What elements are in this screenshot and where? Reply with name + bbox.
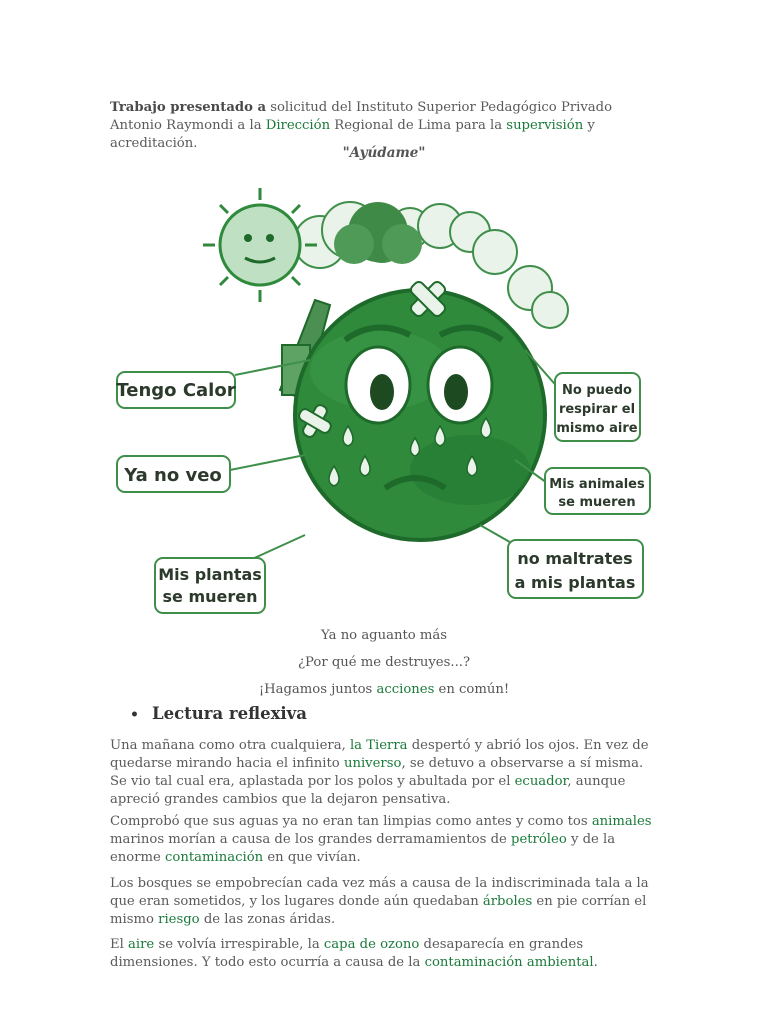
link-direccion[interactable]: Dirección bbox=[265, 118, 331, 133]
paragraph-3 bbox=[110, 875, 660, 929]
link-contaminacion-ambiental[interactable]: contaminación ambiental bbox=[424, 955, 594, 970]
paragraph-1 bbox=[110, 737, 660, 809]
link-aire[interactable]: aire bbox=[128, 937, 155, 952]
paragraph-text: y de la enorme bbox=[110, 832, 616, 865]
bubble-mis-plantas bbox=[155, 558, 265, 613]
svg-text:Mis plantas: Mis plantas bbox=[158, 565, 262, 584]
svg-text:Tengo Calor: Tengo Calor bbox=[116, 380, 236, 401]
svg-text:a mis plantas: a mis plantas bbox=[514, 573, 636, 592]
paragraph-4 bbox=[110, 936, 660, 972]
sun-icon bbox=[203, 188, 317, 302]
section-title: Lectura reflexiva bbox=[152, 704, 307, 723]
poem-text: ¡Hagamos juntos bbox=[258, 682, 377, 697]
paragraph-text: . bbox=[593, 955, 598, 970]
bubble-no-maltrates bbox=[508, 540, 643, 598]
intro-bold: Trabajo presentado a bbox=[110, 100, 267, 115]
paragraph-text: se volvía irrespirable, la bbox=[154, 937, 324, 952]
link-contaminacion[interactable]: contaminación bbox=[165, 850, 264, 865]
earth-globe bbox=[295, 290, 545, 540]
earth-illustration bbox=[110, 170, 660, 620]
section-heading bbox=[130, 704, 307, 723]
poem-line-1: Ya no aguanto más bbox=[320, 628, 448, 643]
link-capa-de-ozono[interactable]: capa de ozono bbox=[323, 937, 420, 952]
bubble-ya-no-veo bbox=[117, 456, 230, 492]
link-universo[interactable]: universo bbox=[343, 756, 402, 771]
link-animales[interactable]: animales bbox=[591, 814, 652, 829]
paragraph-text: , aunque apreció grandes cambios que la dejaron pensativa. bbox=[110, 774, 626, 807]
intro-text: y acreditación. bbox=[110, 118, 595, 151]
poem-line-3 bbox=[0, 682, 768, 697]
paragraph-text: desaparecía en grandes dimensiones. Y todo esto ocurría a causa de la bbox=[110, 937, 584, 970]
svg-text:se mueren: se mueren bbox=[558, 495, 636, 510]
paragraph-text: El bbox=[110, 937, 129, 952]
svg-text:se mueren: se mueren bbox=[162, 587, 258, 606]
poem-text: en común! bbox=[434, 682, 510, 697]
poem-line-2: ¿Por qué me destruyes...? bbox=[297, 655, 471, 670]
bubble-no-puedo-respirar bbox=[555, 373, 640, 441]
paragraph-text: despertó y abrió los ojos. En vez de quedarse mirando hacia el infinito bbox=[110, 738, 649, 771]
svg-text:respirar el: respirar el bbox=[558, 402, 636, 417]
svg-text:Mis animales: Mis animales bbox=[549, 477, 645, 492]
bullet-icon: • bbox=[130, 707, 139, 723]
link-acciones[interactable]: acciones bbox=[376, 682, 435, 697]
bubble-tengo-calor bbox=[116, 372, 235, 408]
link-riesgo[interactable]: riesgo bbox=[158, 912, 200, 927]
paragraph-text: , se detuvo a observarse a sí misma. Se vio tal cual era, aplastada por los polos y abultada por el bbox=[110, 756, 644, 789]
paragraph-text: en pie corrían el mismo bbox=[110, 894, 647, 927]
intro-text: Regional de Lima para la bbox=[330, 118, 507, 133]
link-ecuador[interactable]: ecuador bbox=[514, 774, 568, 789]
svg-text:no maltrates: no maltrates bbox=[517, 549, 633, 568]
paragraph-text: marinos morían a causa de los grandes derramamientos de bbox=[110, 832, 512, 847]
poem-title: "Ayúdame" bbox=[342, 145, 426, 161]
intro-text: solicitud del Instituto Superior Pedagógico Privado Antonio Raymondi a la bbox=[110, 100, 613, 133]
svg-text:No puedo: No puedo bbox=[562, 383, 632, 398]
paragraph-text: Los bosques se empobrecían cada vez más a causa de la indiscriminada tala a la que eran sometidos, y los lugares donde aún quedaban bbox=[110, 876, 649, 909]
paragraph-text: Comprobó que sus aguas ya no eran tan limpias como antes y como tos bbox=[110, 814, 592, 829]
link-arboles[interactable]: árboles bbox=[482, 894, 533, 909]
link-petroleo[interactable]: petróleo bbox=[511, 832, 567, 847]
link-supervision[interactable]: supervisión bbox=[506, 118, 584, 133]
link-la-tierra[interactable]: la Tierra bbox=[349, 738, 408, 753]
bubble-mis-animales bbox=[545, 468, 650, 514]
paragraph-text: en que vivían. bbox=[263, 850, 361, 865]
paragraph-2 bbox=[110, 813, 660, 867]
paragraph-text: Una mañana como otra cualquiera, bbox=[110, 738, 350, 753]
svg-text:Ya no veo: Ya no veo bbox=[124, 465, 222, 486]
paragraph-text: de las zonas áridas. bbox=[199, 912, 336, 927]
svg-text:mismo aire: mismo aire bbox=[556, 421, 638, 436]
